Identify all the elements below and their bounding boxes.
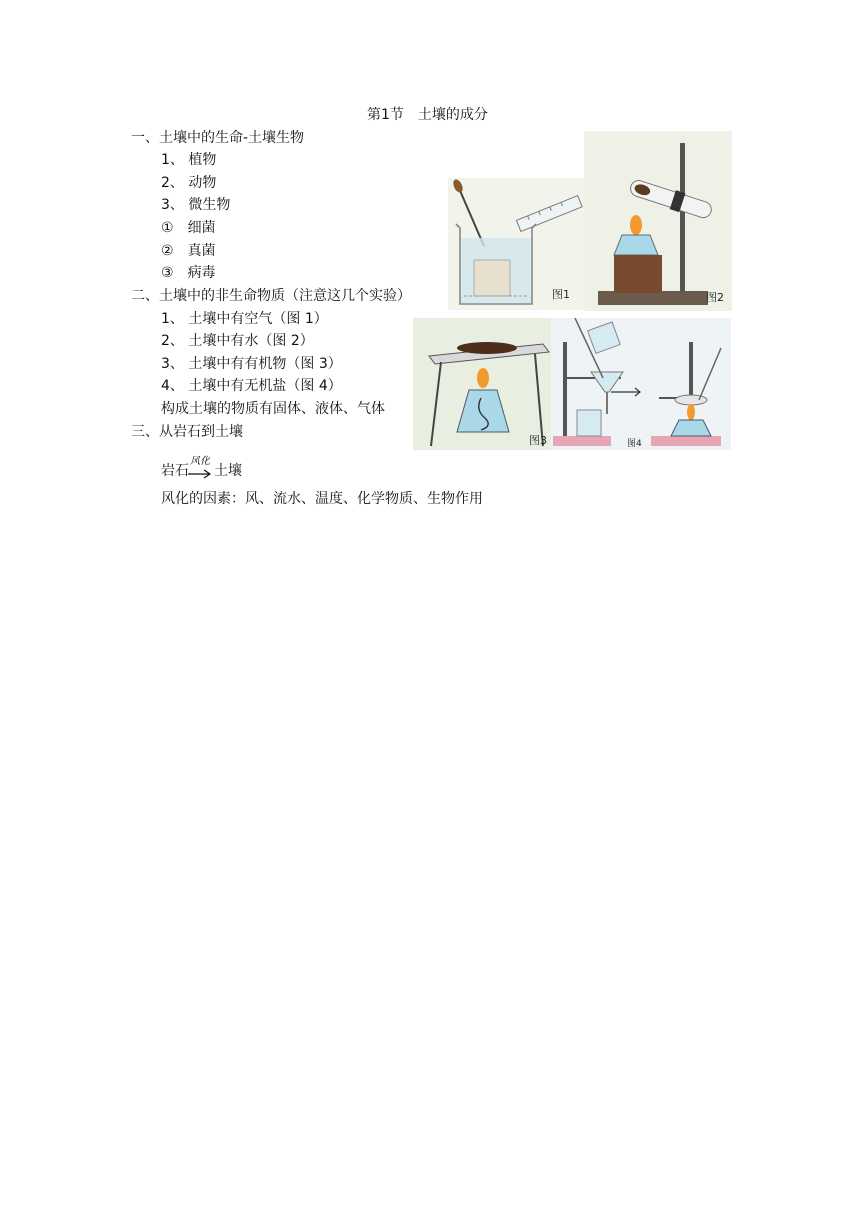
list-item: 2、 动物 [161,175,217,191]
burning-soil-illustration [413,318,551,450]
figure-3 [413,318,551,450]
filtration-evaporation-illustration [551,318,731,450]
equation-over-label: 风化 [190,456,210,467]
list-item: ② 真菌 [161,243,216,259]
section2-heading: 二、土壤中的非生命物质（注意这几个实验） [131,288,411,304]
figure-1 [448,178,584,310]
figure-3-label: 图3 [529,434,547,447]
list-item: 1、 土壤中有空气（图 1） [161,311,328,327]
list-item: 2、 土壤中有水（图 2） [161,333,314,349]
figure-2 [584,131,732,311]
equation-from: 岩石 [161,463,189,479]
arrow-right-icon [187,469,213,479]
list-item: ① 细菌 [161,220,216,236]
equation-to: 土壤 [214,463,242,479]
list-item: ③ 病毒 [161,265,216,281]
figure-4 [551,318,731,450]
figure-4-label: 图4 [627,439,642,449]
list-item: 3、 土壤中有有机物（图 3） [161,356,342,372]
figure-2-label: 图2 [706,291,724,304]
section1-heading: 一、土壤中的生命-土壤生物 [131,130,305,146]
section3-heading: 三、从岩石到土壤 [131,424,243,440]
figure-1-label: 图1 [552,288,570,301]
list-item: 3、 微生物 [161,197,231,213]
test-tube-heating-illustration [584,131,732,311]
weathering-factors: 风化的因素：风、流水、温度、化学物质、生物作用 [161,491,483,507]
list-item: 1、 植物 [161,152,217,168]
summary-text: 构成土壤的物质有固体、液体、气体 [161,401,385,417]
beaker-illustration [448,178,584,310]
page-title: 第1节 土壤的成分 [367,107,488,123]
list-item: 4、 土壤中有无机盐（图 4） [161,378,342,394]
